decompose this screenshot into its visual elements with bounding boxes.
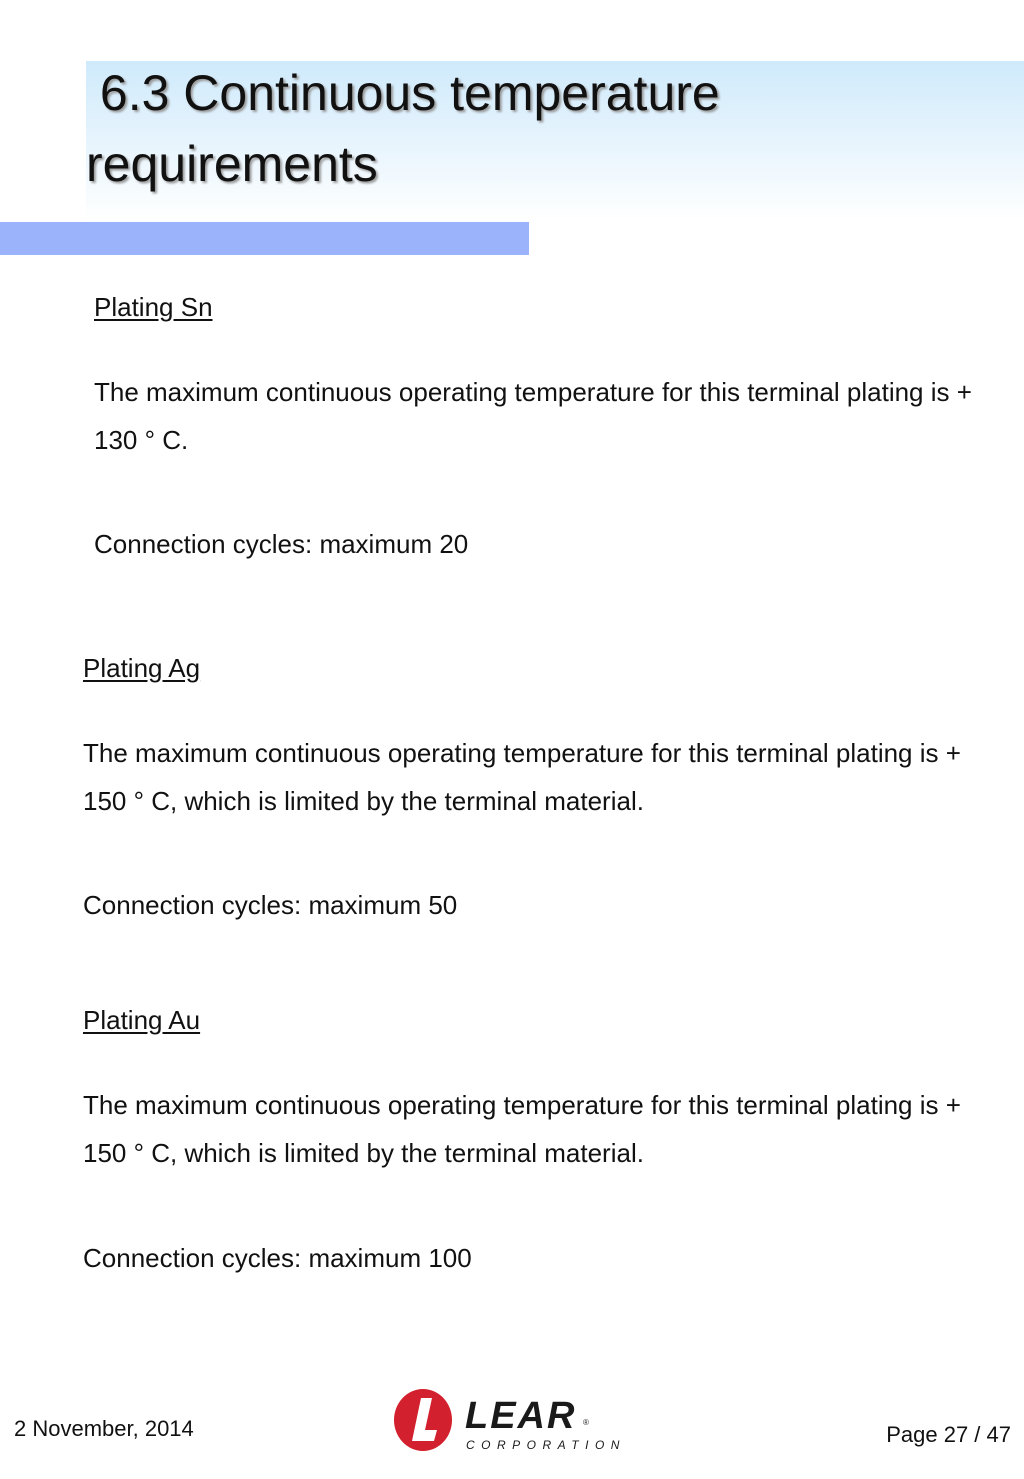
section-description: The maximum continuous operating temperature for this terminal plating is + 130 ° C.: [94, 377, 972, 455]
logo-wordmark: LEAR: [465, 1395, 577, 1437]
page-title-line-2: requirements: [86, 136, 378, 192]
lear-corporation-logo: [392, 1388, 624, 1456]
page-number: Page 27 / 47: [886, 1422, 1011, 1447]
lear-l-mark-icon: [392, 1388, 454, 1452]
section-heading: Plating Ag: [83, 653, 201, 683]
section-plating-au: [83, 1005, 983, 1273]
section-connection-cycles: Connection cycles: maximum 100: [83, 1243, 472, 1273]
section-plating-sn: [94, 292, 994, 559]
section-connection-cycles: Connection cycles: maximum 50: [83, 890, 458, 920]
footer-date: 2 November, 2014: [14, 1416, 194, 1441]
logo-subtitle: CORPORATION: [466, 1438, 626, 1452]
section-description: The maximum continuous operating temperature for this terminal plating is + 150 ° C, which is limited by the terminal material.: [83, 1090, 961, 1168]
section-heading: Plating Sn: [94, 292, 213, 322]
page-title: [86, 58, 986, 200]
section-connection-cycles: Connection cycles: maximum 20: [94, 529, 469, 559]
section-heading: Plating Au: [83, 1005, 201, 1035]
title-accent-bar: [0, 222, 529, 255]
section-plating-ag: [83, 653, 983, 920]
logo-registered-mark: ®: [583, 1418, 589, 1427]
section-description: The maximum continuous operating temperature for this terminal plating is + 150 ° C, which is limited by the terminal material.: [83, 738, 961, 816]
page-title-line-1: 6.3 Continuous temperature: [86, 65, 720, 121]
